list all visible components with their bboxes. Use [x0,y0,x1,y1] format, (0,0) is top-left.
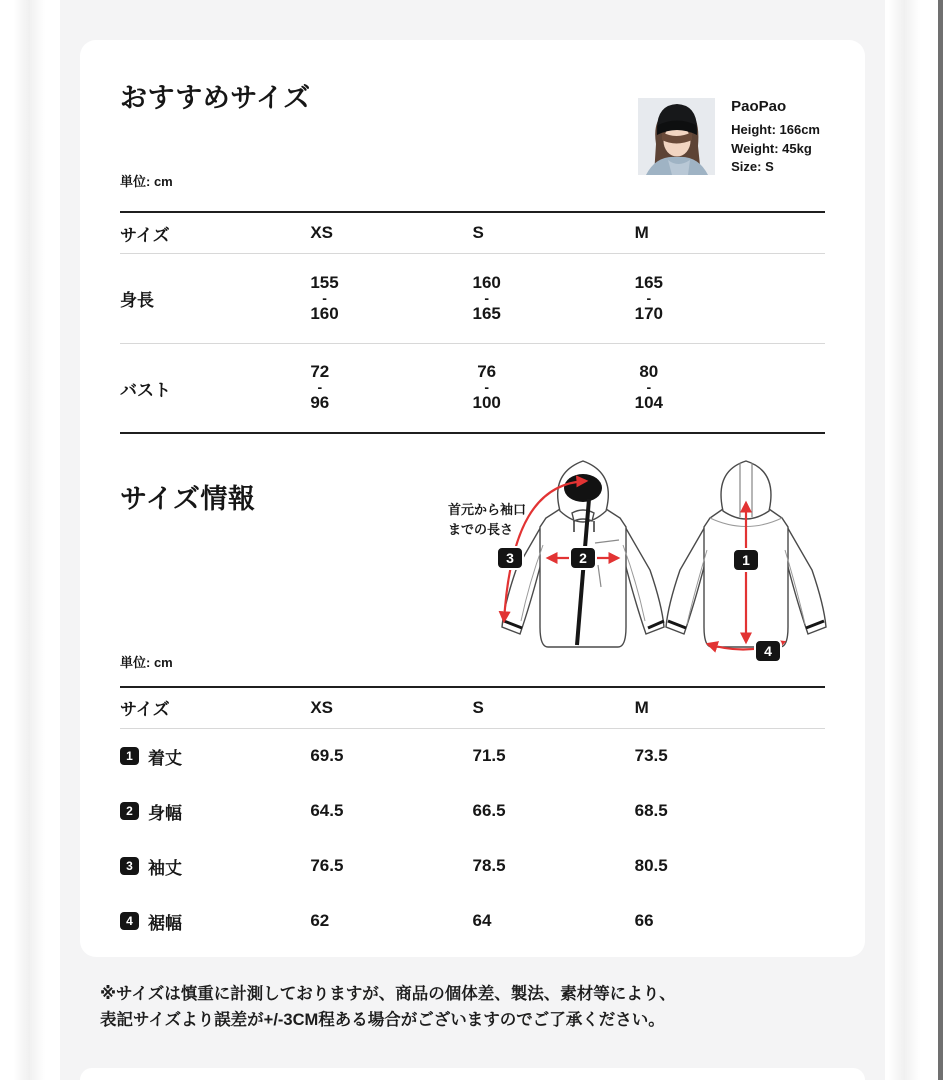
table-header-row [120,211,825,254]
table-row: 4 裾幅 62 64 66 [120,894,825,949]
model-weight: Weight: 45kg [731,140,812,156]
model-height: Height: 166cm [731,122,820,137]
table-header-row [120,686,825,729]
col-size: サイズ [120,225,170,245]
row-number-badge: 2 [120,802,139,820]
screen-edge-line [938,0,943,1080]
svg-text:2: 2 [579,550,587,567]
table-row: バスト 72 - 96 76 - 100 80 - 104 [120,344,825,434]
model-block [638,98,820,177]
unit-label: 単位: cm [120,654,173,670]
marker-badge-3 [497,547,523,569]
recommended-size-title: おすすめサイズ [120,83,311,113]
row-number-badge: 4 [120,912,139,930]
svg-text:4: 4 [764,643,772,660]
col-m: M [634,223,649,243]
row-label: 袖丈 [148,858,182,878]
model-photo-image [638,98,715,175]
recommended-size-table [120,211,825,434]
jacket-measurement-diagram [438,455,863,667]
marker-badge-2 [570,547,596,569]
size-info-card [80,40,865,957]
right-shadow [888,0,920,1080]
col-xs: XS [310,223,334,243]
next-section-card [80,1068,865,1080]
row-label: 着丈 [148,748,182,768]
svg-text:3: 3 [506,550,514,567]
table-row: 2 身幅 64.5 66.5 68.5 [120,784,825,839]
col-size: サイズ [120,700,170,720]
row-number-badge: 3 [120,857,139,875]
model-info [731,98,820,177]
row-number-badge: 1 [120,747,139,765]
marker-badge-4 [755,640,781,662]
row-label: 身幅 [148,803,182,823]
model-name: PaoPao [731,98,787,115]
col-xs: XS [310,697,334,717]
table-row: 1 着丈 69.5 71.5 73.5 [120,729,825,784]
sleeve-measure-annotation: 首元から袖口 までの長さ [448,502,527,538]
marker-badge-1 [733,549,759,571]
unit-label: 単位: cm [120,174,173,190]
table-row: 3 袖丈 76.5 78.5 80.5 [120,839,825,894]
svg-text:1: 1 [742,552,750,569]
size-detail-section [120,434,825,948]
row-label: 裾幅 [148,913,182,933]
col-s: S [472,223,484,243]
size-detail-table [120,686,825,949]
row-label: バスト [120,380,171,400]
table-row: 身長 155 - 160 160 - 165 165 - 170 [120,254,825,344]
size-disclaimer: ※サイズは慎重に計測しておりますが、商品の個体差、製法、素材等により、 表記サイズより誤差が+/-3CM程ある場合がございますのでご了承ください。 [100,985,676,1029]
col-m: M [634,697,649,717]
left-shadow [13,0,45,1080]
model-size: Size: S [731,159,774,174]
row-label: 身長 [120,291,154,311]
col-s: S [472,697,484,717]
size-detail-title: サイズ情報 [120,484,256,515]
